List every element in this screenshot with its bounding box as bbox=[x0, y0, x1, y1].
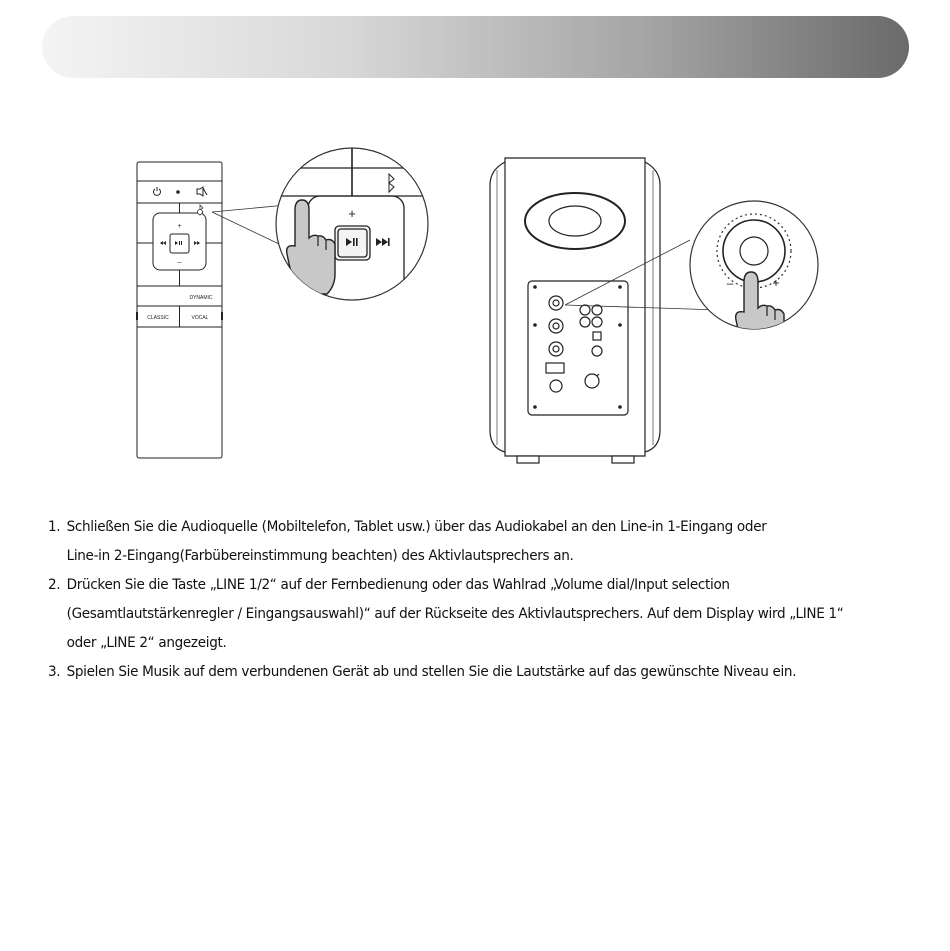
remote-plus-label: + bbox=[177, 223, 182, 230]
source-dot-icon bbox=[177, 191, 180, 194]
remote-minus-label: – bbox=[177, 259, 182, 266]
instruction-line: Spielen Sie Musik auf dem verbundenen Gerät ab und stellen Sie die Lautstärke auf das gewünschte Niveau ein. bbox=[66, 663, 797, 680]
instruction-line: Line-in 2-Eingang(Farbübereinstimmung beachten) des Aktivlautsprechers an. bbox=[66, 547, 574, 564]
dial-minus-label: – bbox=[726, 276, 734, 290]
instruction-number: 2. bbox=[48, 576, 61, 593]
remote-zoom-circle bbox=[272, 148, 430, 306]
remote-control bbox=[137, 162, 222, 458]
instruction-line: oder „LINE 2“ angezeigt. bbox=[66, 634, 227, 651]
instruction-item-1 bbox=[48, 512, 922, 570]
remote-dynamic-label: DYNAMIC bbox=[189, 295, 213, 301]
zoom-remote-plus-label: + bbox=[348, 206, 356, 221]
instruction-item-3 bbox=[48, 657, 922, 686]
speaker-rear bbox=[490, 158, 660, 463]
instructions-list bbox=[48, 512, 848, 686]
header-bar bbox=[42, 16, 909, 78]
dial-zoom-circle bbox=[690, 201, 818, 356]
instruction-line: (Gesamtlautstärkenregler / Eingangsauswahl)“ auf der Rückseite des Aktivlautsprechers. Auf dem Display wird „LINE 1“ bbox=[66, 605, 844, 622]
instruction-number: 1. bbox=[48, 518, 61, 535]
instruction-line: Drücken Sie die Taste „LINE 1/2“ auf der Fernbedienung oder das Wahlrad „Volume dial/Input selection bbox=[66, 576, 730, 593]
instruction-line: Schließen Sie die Audioquelle (Mobiltelefon, Tablet usw.) über das Audiokabel an den Line-in 1-Eingang oder bbox=[66, 518, 767, 535]
instruction-number: 3. bbox=[48, 663, 61, 680]
remote-vocal-label: VOCAL bbox=[191, 315, 209, 321]
illustration bbox=[0, 120, 950, 480]
instruction-item-2 bbox=[48, 570, 922, 657]
dial-plus-label: + bbox=[772, 276, 780, 290]
remote-classic-label: CLASSIC bbox=[147, 315, 169, 321]
